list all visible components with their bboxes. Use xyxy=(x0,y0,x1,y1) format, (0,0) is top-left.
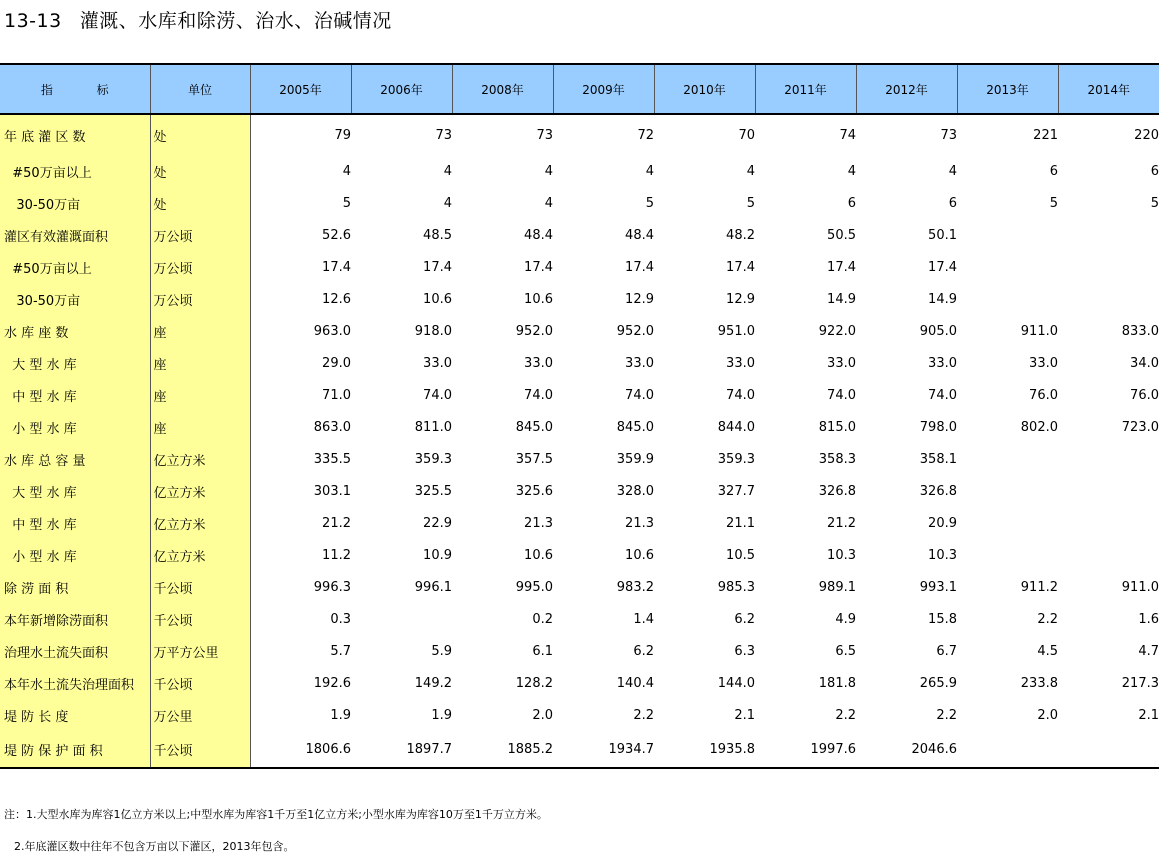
value-cell: 952.0 xyxy=(515,323,553,339)
value-cell: 192.6 xyxy=(250,667,351,699)
value-cell xyxy=(957,507,1058,539)
row-unit: 亿立方米 xyxy=(150,475,250,507)
value-cell: 73 xyxy=(435,127,452,143)
value-cell: 2.1 xyxy=(1138,707,1159,723)
header-unit: 单位 xyxy=(150,64,250,114)
value-cell: 335.5 xyxy=(250,443,351,475)
row-indicator: 中 型 水 库 xyxy=(0,507,150,539)
value-cell: 76.0 xyxy=(1029,387,1058,403)
table-row xyxy=(0,187,1159,219)
value-cell: 72 xyxy=(637,127,654,143)
value-cell: 4.7 xyxy=(1138,643,1159,659)
value-cell: 327.7 xyxy=(717,483,755,499)
statistics-table xyxy=(0,63,1159,769)
value-cell: 325.5 xyxy=(414,483,452,499)
value-cell: 1997.6 xyxy=(755,731,856,768)
value-cell: 10.6 xyxy=(524,547,553,563)
table-row xyxy=(0,475,1159,507)
value-cell: 17.4 xyxy=(423,259,452,275)
table-body xyxy=(0,114,1159,768)
table-row xyxy=(0,379,1159,411)
footnotes xyxy=(4,806,548,856)
value-cell: 359.3 xyxy=(414,451,452,467)
value-cell: 20.9 xyxy=(928,515,957,531)
value-cell: 10.6 xyxy=(423,291,452,307)
row-indicator: 小 型 水 库 xyxy=(0,539,150,571)
value-cell: 33.0 xyxy=(928,355,957,371)
value-cell: 33.0 xyxy=(625,355,654,371)
value-cell: 5 xyxy=(1150,195,1159,211)
value-cell: 17.4 xyxy=(625,259,654,275)
value-cell: 22.9 xyxy=(423,515,452,531)
table-title: 灌溉、水库和除涝、治水、治碱情况 xyxy=(79,10,392,32)
header-year: 2014年 xyxy=(1058,64,1159,114)
value-cell xyxy=(1058,539,1159,571)
value-cell: 17.4 xyxy=(726,259,755,275)
table-row xyxy=(0,315,1159,347)
value-cell: 1934.7 xyxy=(553,731,654,768)
row-indicator: 水 库 座 数 xyxy=(0,315,150,347)
value-cell: 4 xyxy=(948,163,957,179)
row-indicator: 大 型 水 库 xyxy=(0,475,150,507)
value-cell xyxy=(957,539,1058,571)
value-cell: 2.0 xyxy=(1037,707,1058,723)
value-cell: 6.5 xyxy=(835,643,856,659)
value-cell: 985.3 xyxy=(717,579,755,595)
header-year: 2006年 xyxy=(351,64,452,114)
value-cell: 48.4 xyxy=(625,227,654,243)
value-cell: 1.9 xyxy=(431,707,452,723)
value-cell: 996.1 xyxy=(414,579,452,595)
table-row xyxy=(0,411,1159,443)
value-cell: 993.1 xyxy=(919,579,957,595)
value-cell xyxy=(957,283,1058,315)
header-year: 2008年 xyxy=(452,64,553,114)
value-cell: 74 xyxy=(839,127,856,143)
value-cell: 922.0 xyxy=(818,323,856,339)
row-indicator: 堤 防 保 护 面 积 xyxy=(0,731,150,768)
value-cell: 70 xyxy=(738,127,755,143)
row-unit: 万公里 xyxy=(150,699,250,731)
value-cell xyxy=(351,603,452,635)
value-cell: 10.6 xyxy=(625,547,654,563)
value-cell: 358.1 xyxy=(919,451,957,467)
table-row xyxy=(0,251,1159,283)
value-cell: 14.9 xyxy=(827,291,856,307)
value-cell: 33.0 xyxy=(1029,355,1058,371)
value-cell: 12.6 xyxy=(250,283,351,315)
value-cell: 21.2 xyxy=(827,515,856,531)
value-cell: 357.5 xyxy=(515,451,553,467)
value-cell: 4 xyxy=(544,195,553,211)
value-cell: 6.2 xyxy=(734,611,755,627)
value-cell: 220 xyxy=(1134,127,1159,143)
row-indicator: 年 底 灌 区 数 xyxy=(0,114,150,155)
header-indicator: 指 标 xyxy=(0,64,150,114)
value-cell: 4 xyxy=(250,155,351,187)
table-row xyxy=(0,507,1159,539)
value-cell: 995.0 xyxy=(515,579,553,595)
value-cell: 2.2 xyxy=(1037,611,1058,627)
row-unit: 处 xyxy=(150,155,250,187)
row-unit: 千公顷 xyxy=(150,603,250,635)
value-cell: 2.2 xyxy=(936,707,957,723)
row-unit: 处 xyxy=(150,187,250,219)
value-cell: 845.0 xyxy=(616,419,654,435)
table-row xyxy=(0,155,1159,187)
value-cell xyxy=(957,219,1058,251)
value-cell: 4 xyxy=(746,163,755,179)
value-cell: 918.0 xyxy=(414,323,452,339)
value-cell: 911.2 xyxy=(1020,579,1058,595)
value-cell: 359.9 xyxy=(616,451,654,467)
value-cell: 815.0 xyxy=(818,419,856,435)
value-cell: 128.2 xyxy=(515,675,553,691)
value-cell: 1885.2 xyxy=(452,731,553,768)
value-cell: 6 xyxy=(948,195,957,211)
value-cell: 358.3 xyxy=(818,451,856,467)
table-code: 13-13 xyxy=(4,10,62,32)
value-cell: 963.0 xyxy=(250,315,351,347)
value-cell: 2.2 xyxy=(835,707,856,723)
value-cell: 2.1 xyxy=(734,707,755,723)
value-cell: 2.2 xyxy=(633,707,654,723)
value-cell: 76.0 xyxy=(1130,387,1159,403)
value-cell: 5.7 xyxy=(250,635,351,667)
value-cell: 10.3 xyxy=(928,547,957,563)
value-cell: 10.5 xyxy=(726,547,755,563)
table-row xyxy=(0,667,1159,699)
value-cell: 21.2 xyxy=(250,507,351,539)
value-cell xyxy=(957,443,1058,475)
value-cell: 844.0 xyxy=(717,419,755,435)
value-cell: 149.2 xyxy=(414,675,452,691)
value-cell: 951.0 xyxy=(717,323,755,339)
value-cell: 989.1 xyxy=(818,579,856,595)
value-cell: 140.4 xyxy=(616,675,654,691)
value-cell xyxy=(1058,443,1159,475)
value-cell: 5 xyxy=(645,195,654,211)
row-unit: 万公顷 xyxy=(150,251,250,283)
row-unit: 座 xyxy=(150,379,250,411)
value-cell: 1935.8 xyxy=(654,731,755,768)
value-cell: 50.1 xyxy=(928,227,957,243)
value-cell: 17.4 xyxy=(928,259,957,275)
value-cell: 952.0 xyxy=(616,323,654,339)
value-cell: 359.3 xyxy=(717,451,755,467)
value-cell: 48.2 xyxy=(726,227,755,243)
row-unit: 万公顷 xyxy=(150,219,250,251)
header-year: 2010年 xyxy=(654,64,755,114)
value-cell: 233.8 xyxy=(1020,675,1058,691)
value-cell: 983.2 xyxy=(616,579,654,595)
row-indicator: 本年新增除涝面积 xyxy=(0,603,150,635)
value-cell: 1897.7 xyxy=(351,731,452,768)
value-cell: 4.5 xyxy=(1037,643,1058,659)
table-row xyxy=(0,539,1159,571)
row-unit: 座 xyxy=(150,315,250,347)
value-cell: 33.0 xyxy=(827,355,856,371)
value-cell: 11.2 xyxy=(250,539,351,571)
table-row xyxy=(0,731,1159,768)
row-indicator: 小 型 水 库 xyxy=(0,411,150,443)
header-year: 2011年 xyxy=(755,64,856,114)
value-cell xyxy=(957,251,1058,283)
table-row xyxy=(0,443,1159,475)
value-cell: 74.0 xyxy=(625,387,654,403)
value-cell: 10.3 xyxy=(827,547,856,563)
value-cell: 5 xyxy=(1049,195,1058,211)
value-cell: 845.0 xyxy=(515,419,553,435)
value-cell xyxy=(1058,251,1159,283)
value-cell: 911.0 xyxy=(1121,579,1159,595)
value-cell xyxy=(957,475,1058,507)
value-cell: 326.8 xyxy=(818,483,856,499)
value-cell: 33.0 xyxy=(726,355,755,371)
value-cell xyxy=(957,731,1058,768)
value-cell: 911.0 xyxy=(1020,323,1058,339)
value-cell: 74.0 xyxy=(827,387,856,403)
value-cell: 74.0 xyxy=(726,387,755,403)
row-unit: 千公顷 xyxy=(150,731,250,768)
value-cell: 33.0 xyxy=(423,355,452,371)
value-cell: 33.0 xyxy=(524,355,553,371)
value-cell: 6.1 xyxy=(532,643,553,659)
value-cell: 48.4 xyxy=(524,227,553,243)
value-cell: 6.7 xyxy=(936,643,957,659)
value-cell xyxy=(1058,731,1159,768)
value-cell: 5 xyxy=(746,195,755,211)
page-title xyxy=(4,6,392,33)
value-cell: 265.9 xyxy=(919,675,957,691)
value-cell: 34.0 xyxy=(1130,355,1159,371)
value-cell: 17.4 xyxy=(524,259,553,275)
table-row xyxy=(0,114,1159,155)
row-indicator: 30-50万亩 xyxy=(0,283,150,315)
value-cell: 74.0 xyxy=(928,387,957,403)
row-indicator: #50万亩以上 xyxy=(0,251,150,283)
value-cell: 303.1 xyxy=(250,475,351,507)
value-cell: 4 xyxy=(645,163,654,179)
row-unit: 亿立方米 xyxy=(150,443,250,475)
value-cell: 2046.6 xyxy=(856,731,957,768)
value-cell: 325.6 xyxy=(515,483,553,499)
header-year: 2013年 xyxy=(957,64,1058,114)
value-cell: 12.9 xyxy=(625,291,654,307)
row-indicator: 堤 防 长 度 xyxy=(0,699,150,731)
value-cell: 6.2 xyxy=(633,643,654,659)
value-cell: 6 xyxy=(1049,163,1058,179)
value-cell: 144.0 xyxy=(717,675,755,691)
row-unit: 万公顷 xyxy=(150,283,250,315)
value-cell: 79 xyxy=(250,114,351,155)
value-cell: 4 xyxy=(847,163,856,179)
value-cell xyxy=(1058,475,1159,507)
row-indicator: 水 库 总 容 量 xyxy=(0,443,150,475)
value-cell: 723.0 xyxy=(1121,419,1159,435)
value-cell: 221 xyxy=(1033,127,1058,143)
value-cell: 17.4 xyxy=(250,251,351,283)
row-unit: 万平方公里 xyxy=(150,635,250,667)
header-year: 2009年 xyxy=(553,64,654,114)
value-cell: 21.1 xyxy=(726,515,755,531)
row-indicator: 30-50万亩 xyxy=(0,187,150,219)
value-cell xyxy=(1058,283,1159,315)
value-cell xyxy=(1058,507,1159,539)
value-cell: 802.0 xyxy=(1020,419,1058,435)
value-cell: 5.9 xyxy=(431,643,452,659)
value-cell: 833.0 xyxy=(1121,323,1159,339)
row-unit: 座 xyxy=(150,411,250,443)
value-cell: 1.4 xyxy=(633,611,654,627)
value-cell: 21.3 xyxy=(524,515,553,531)
value-cell: 10.9 xyxy=(423,547,452,563)
table-row xyxy=(0,219,1159,251)
value-cell: 17.4 xyxy=(827,259,856,275)
value-cell: 1.6 xyxy=(1138,611,1159,627)
row-indicator: 除 涝 面 积 xyxy=(0,571,150,603)
value-cell: 21.3 xyxy=(625,515,654,531)
row-unit: 亿立方米 xyxy=(150,539,250,571)
table-row xyxy=(0,283,1159,315)
value-cell: 14.9 xyxy=(928,291,957,307)
row-unit: 千公顷 xyxy=(150,571,250,603)
value-cell: 73 xyxy=(536,127,553,143)
value-cell: 52.6 xyxy=(250,219,351,251)
value-cell: 2.0 xyxy=(532,707,553,723)
footnote-2: 2.年底灌区数中往年不包含万亩以下灌区，2013年包含。 xyxy=(14,840,295,853)
value-cell: 863.0 xyxy=(250,411,351,443)
row-indicator: 大 型 水 库 xyxy=(0,347,150,379)
value-cell: 74.0 xyxy=(524,387,553,403)
footnote-1: 注：1.大型水库为库容1亿立方米以上;中型水库为库容1千万至1亿立方米;小型水库为库容10万至1千万立方米。 xyxy=(4,808,548,821)
value-cell: 811.0 xyxy=(414,419,452,435)
value-cell: 4 xyxy=(544,163,553,179)
value-cell xyxy=(1058,219,1159,251)
header-year: 2005年 xyxy=(250,64,351,114)
value-cell: 74.0 xyxy=(423,387,452,403)
row-indicator: 灌区有效灌溉面积 xyxy=(0,219,150,251)
value-cell: 996.3 xyxy=(250,571,351,603)
value-cell: 181.8 xyxy=(818,675,856,691)
value-cell: 48.5 xyxy=(423,227,452,243)
table-header xyxy=(0,64,1159,114)
table-row xyxy=(0,699,1159,731)
header-year: 2012年 xyxy=(856,64,957,114)
row-unit: 座 xyxy=(150,347,250,379)
row-unit: 处 xyxy=(150,114,250,155)
value-cell: 798.0 xyxy=(919,419,957,435)
value-cell: 0.3 xyxy=(250,603,351,635)
value-cell: 4 xyxy=(443,195,452,211)
value-cell: 50.5 xyxy=(827,227,856,243)
value-cell: 6 xyxy=(1150,163,1159,179)
value-cell: 217.3 xyxy=(1121,675,1159,691)
value-cell: 71.0 xyxy=(250,379,351,411)
row-unit: 亿立方米 xyxy=(150,507,250,539)
value-cell: 5 xyxy=(250,187,351,219)
table-row xyxy=(0,347,1159,379)
value-cell: 4.9 xyxy=(835,611,856,627)
value-cell: 1806.6 xyxy=(250,731,351,768)
row-indicator: #50万亩以上 xyxy=(0,155,150,187)
row-unit: 千公顷 xyxy=(150,667,250,699)
value-cell: 6.3 xyxy=(734,643,755,659)
value-cell: 326.8 xyxy=(919,483,957,499)
table-row xyxy=(0,603,1159,635)
value-cell: 15.8 xyxy=(928,611,957,627)
value-cell: 73 xyxy=(940,127,957,143)
table-row xyxy=(0,571,1159,603)
value-cell: 1.9 xyxy=(250,699,351,731)
value-cell: 10.6 xyxy=(524,291,553,307)
table-row xyxy=(0,635,1159,667)
value-cell: 905.0 xyxy=(919,323,957,339)
value-cell: 29.0 xyxy=(250,347,351,379)
value-cell: 328.0 xyxy=(616,483,654,499)
value-cell: 0.2 xyxy=(532,611,553,627)
value-cell: 6 xyxy=(847,195,856,211)
value-cell: 4 xyxy=(443,163,452,179)
row-indicator: 本年水土流失治理面积 xyxy=(0,667,150,699)
value-cell: 12.9 xyxy=(726,291,755,307)
row-indicator: 治理水土流失面积 xyxy=(0,635,150,667)
row-indicator: 中 型 水 库 xyxy=(0,379,150,411)
